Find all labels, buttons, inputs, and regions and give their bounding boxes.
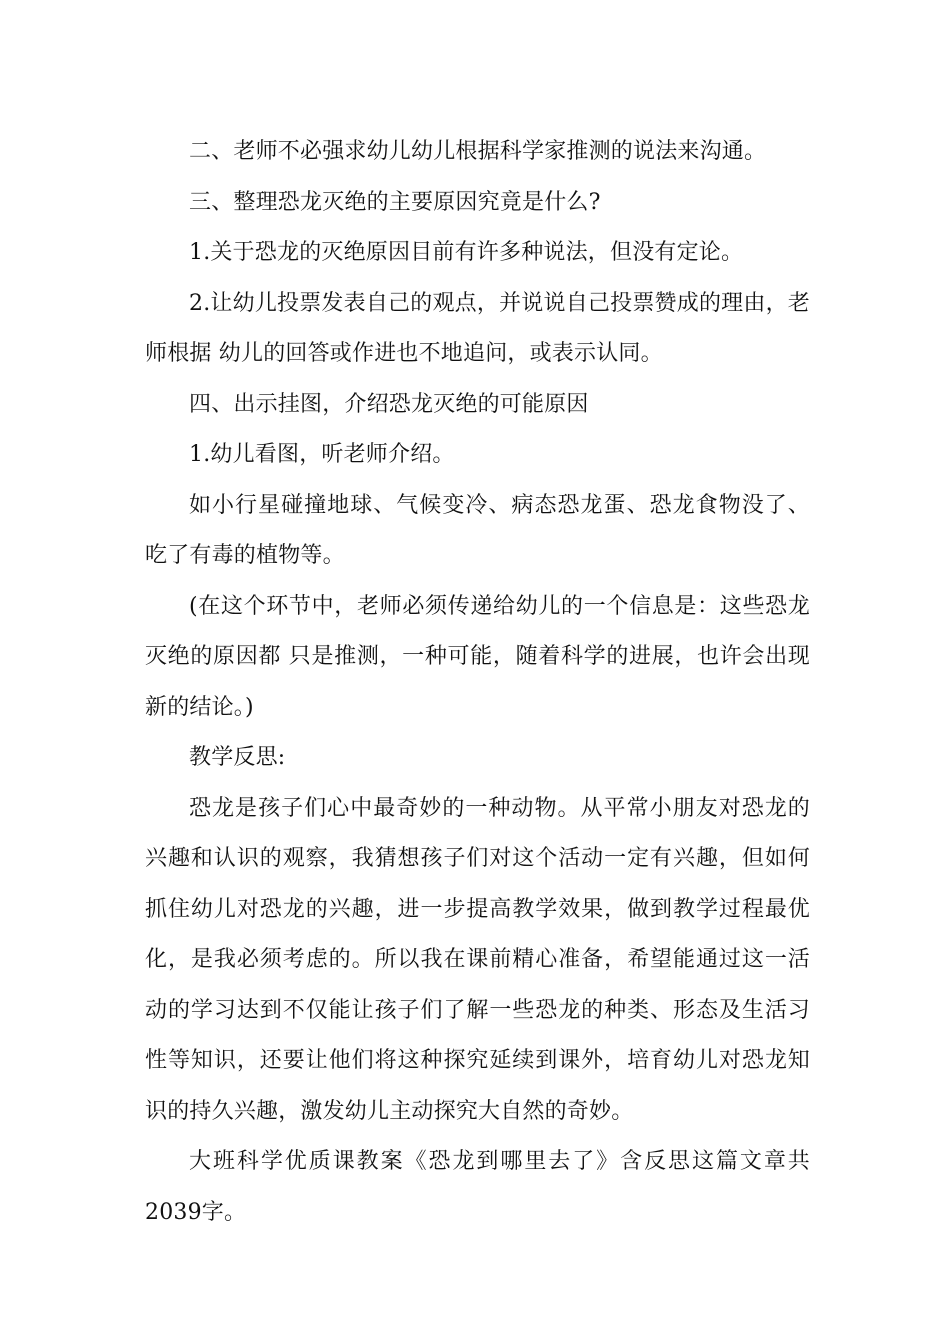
paragraph-summary: 大班科学优质课教案《恐龙到哪里去了》含反思这篇文章共2039字。 [145, 1149, 810, 1225]
paragraph-section-four: 四、出示挂图，介绍恐龙灭绝的可能原因 [189, 391, 589, 417]
document-body [145, 127, 810, 1238]
paragraph-item-2: 2.让幼儿投票发表自己的观点，并说说自己投票赞成的理由，老师根据 幼儿的回答或作进也不地追问，或表示认同。 [145, 290, 810, 366]
paragraph-reflection-heading: 教学反思: [189, 745, 286, 770]
paragraph-reflection-body: 恐龙是孩子们心中最奇妙的一种动物。从平常小朋友对恐龙的兴趣和认识的观察，我猜想孩子们对这个活动一定有兴趣，但如何抓住幼儿对恐龙的兴趣，进一步提高教学效果，做到教学过程最优化，是我必须考虑的。所以我在课前精心准备，希望能通过这一活动的学习达到不仅能让孩子们了解一些恐龙的种类、形态及生活习性等知识，还要让他们将这种探究延续到课外，培育幼儿对恐龙知识的持久兴趣，激发幼儿主动探究大自然的奇妙。 [145, 795, 810, 1124]
paragraph-causes: 如小行星碰撞地球、气候变冷、病态恐龙蛋、恐龙食物没了、吃了有毒的植物等。 [145, 492, 810, 568]
paragraph-item-1b: 1.幼儿看图，听老师介绍。 [189, 442, 455, 467]
paragraph-section-two: 二、老师不必强求幼儿幼儿根据科学家推测的说法来沟通。 [189, 139, 767, 164]
paragraph-section-three: 三、整理恐龙灭绝的主要原因究竟是什么? [189, 189, 601, 215]
paragraph-item-1: 1.关于恐龙的灭绝原因目前有许多种说法，但没有定论。 [189, 240, 744, 265]
paragraph-note: (在这个环节中，老师必须传递给幼儿的一个信息是：这些恐龙灭绝的原因都 只是推测，一种可能，随着科学的进展，也许会出现新的结论。) [145, 593, 810, 720]
